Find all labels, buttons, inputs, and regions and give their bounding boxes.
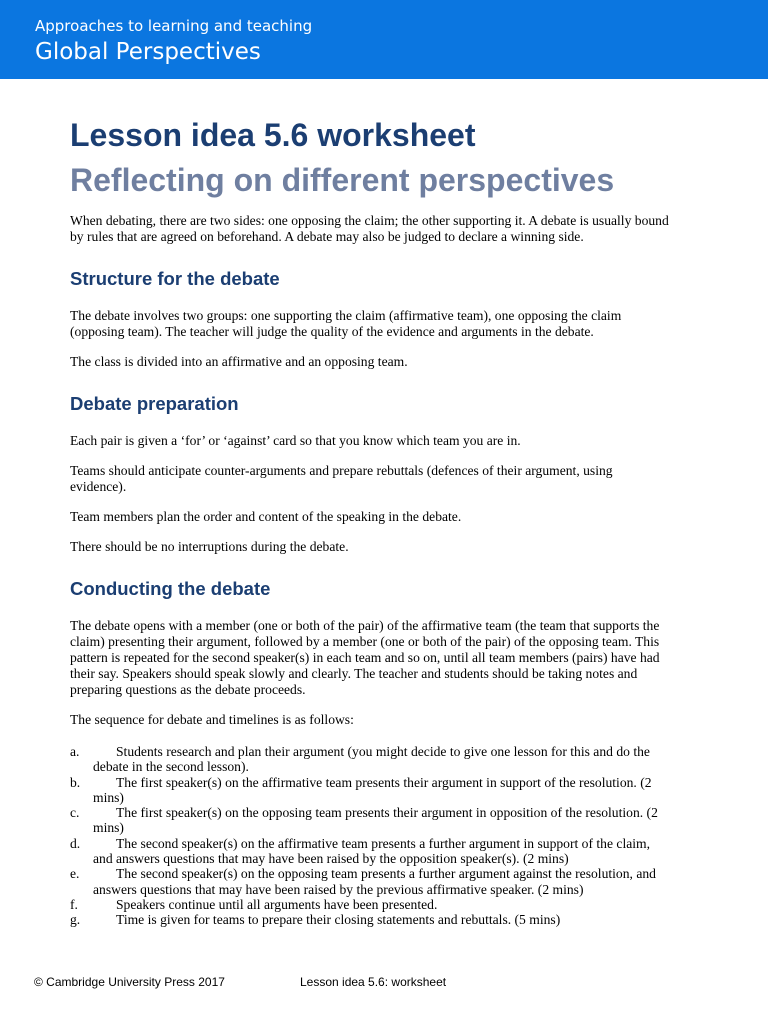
preparation-paragraph: Teams should anticipate counter-arguments and prepare rebuttals (defences of their argument, using evidence). <box>70 463 613 494</box>
list-item-text: Speakers continue until all arguments have been presented. <box>116 896 438 912</box>
list-item-text: Time is given for teams to prepare their closing statements and rebuttals. (5 mins) <box>116 912 561 928</box>
section-heading-structure: Structure for the debate <box>70 268 280 289</box>
intro-paragraph: When debating, there are two sides: one opposing the claim; the other supporting it. A debate is usually bound by rules that are agreed on beforehand. A debate may also be judged to declare a winning side. <box>70 213 669 244</box>
list-item-text: The first speaker(s) on the opposing team presents their argument in opposition of the resolution. (2 mins) <box>93 805 658 836</box>
list-item <box>70 744 670 775</box>
list-item-letter: e. <box>70 866 80 882</box>
banner-title: Global Perspectives <box>35 39 261 65</box>
structure-paragraph: The class is divided into an affirmative and an opposing team. <box>70 354 408 369</box>
conducting-paragraph: The sequence for debate and timelines is as follows: <box>70 712 354 727</box>
structure-paragraph: The debate involves two groups: one supporting the claim (affirmative team), one opposing the claim (opposing team). The teacher will judge the quality of the evidence and arguments in the debate. <box>70 308 622 339</box>
footer-page-label: Lesson idea 5.6: worksheet <box>300 975 447 989</box>
list-item-letter: d. <box>70 835 81 851</box>
preparation-paragraph: There should be no interruptions during the debate. <box>70 539 349 554</box>
list-item-letter: a. <box>70 744 80 759</box>
list-item-letter: f. <box>70 896 78 912</box>
section-heading-conducting: Conducting the debate <box>70 578 271 599</box>
preparation-paragraph: Each pair is given a ‘for’ or ‘against’ card so that you know which team you are in. <box>70 433 521 448</box>
page-title: Lesson idea 5.6 worksheet <box>70 117 476 153</box>
list-item-text: Students research and plan their argument (you might decide to give one lesson for this and do the debate in the second lesson). <box>93 744 650 775</box>
preparation-paragraph: Team members plan the order and content of the speaking in the debate. <box>70 509 462 524</box>
list-item-letter: g. <box>70 912 81 928</box>
list-item <box>70 805 670 836</box>
list-item <box>70 897 670 912</box>
sequence-list <box>70 744 670 928</box>
document-body <box>70 116 670 928</box>
footer-copyright: © Cambridge University Press 2017 <box>34 975 225 989</box>
list-item <box>70 866 670 897</box>
list-item-letter: c. <box>70 805 80 821</box>
conducting-paragraph: The debate opens with a member (one or both of the pair) of the affirmative team (the team that supports the claim) presenting their argument, followed by a member (one or both of the pair) of the opposing team. This pattern is repeated for the second speaker(s) in each team and so on, until all team members (pairs) have had their say. Speakers should speak slowly and clearly. The teacher and students should be taking notes and preparing questions as the debate proceeds. <box>70 618 660 697</box>
list-item-letter: b. <box>70 774 81 790</box>
header-banner <box>0 0 768 79</box>
list-item <box>70 775 670 806</box>
list-item-text: The second speaker(s) on the affirmative team presents a further argument in support of the claim, and answers questions that may have been raised by the opposition speaker(s). (2 mins) <box>93 835 650 867</box>
list-item <box>70 912 670 927</box>
page-subtitle: Reflecting on different perspectives <box>70 162 615 198</box>
list-item-text: The first speaker(s) on the affirmative team presents their argument in support of the resolution. (2 mins) <box>93 774 652 805</box>
banner-subtitle: Approaches to learning and teaching <box>35 17 313 35</box>
list-item <box>70 836 670 867</box>
list-item-text: The second speaker(s) on the opposing team presents a further argument against the resolution, and answers questions that may have been raised by the previous affirmative speaker. (2 mins) <box>93 866 656 897</box>
section-heading-preparation: Debate preparation <box>70 393 239 414</box>
